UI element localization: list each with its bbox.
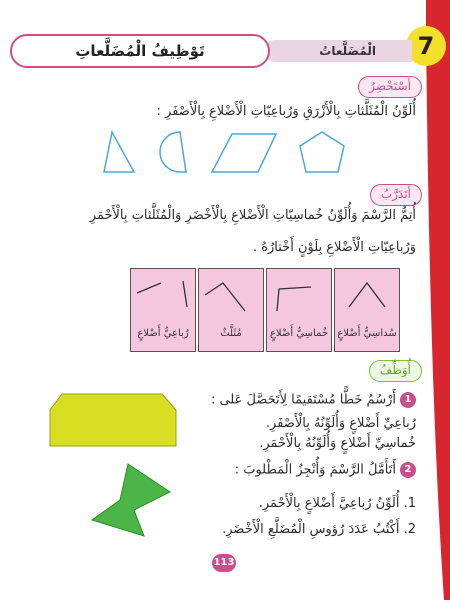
shapes-row [100, 128, 360, 178]
card-hexagon [334, 268, 400, 352]
card-label: مُثَلَّثٌ [220, 328, 242, 339]
side-ribbon [422, 0, 450, 600]
page-header [10, 34, 412, 68]
unit-number-badge: 7 [406, 26, 446, 66]
page-title: تَوْظِيفُ الْمُضَلَّعاتِ [10, 34, 270, 68]
card-pentagon [266, 268, 332, 352]
pentagon-shape [300, 132, 344, 172]
item-number-badge: 1 [400, 392, 416, 408]
parallelogram-shape [212, 134, 276, 172]
apply-item-1-text: أَرْسُمُ خَطًّا مُسْتَقيمًا لِأَتَحَصَّلَ عَلى : [210, 392, 396, 408]
drawing-cards [98, 268, 400, 352]
card-label: خُماسِيُّ أَضْلاعٍ [269, 328, 329, 339]
practice-line-2: وَرُباعِيّاتِ الْأَضْلاعِ بِلَوْنٍ أَخْتارُهُ . [252, 240, 416, 255]
card-label: رُباعِيُّ أَضْلاعٍ [137, 328, 189, 339]
apply-label: أُوَظِّفُ [369, 360, 422, 382]
card-label: سُداسِيُّ أَضْلاعٍ [337, 328, 397, 339]
apply-item-2-line-2: 2. أَكْتُبُ عَدَدَ رُؤوسِ الْمُضَلَّعِ الْأَخْضَرِ. [222, 522, 416, 537]
practice-label: أَتَدَرَّبُ [370, 184, 422, 206]
triangle-shape [104, 132, 134, 172]
chapter-tab: الْمُضَلَّعاتُ [264, 40, 412, 62]
apply-item-1-line-2: خُماسِيِّ أَضْلاعٍ وَأُلَوِّنُهُ بِالْأَحْمَرِ. [259, 436, 416, 451]
recall-instruction: أُلَوِّنُ الْمُثَلَّثاتِ بِالْأَزْرَقِ وَرُباعِيّاتِ الْأَضْلاعِ بِالْأَصْفَرِ : [156, 104, 416, 119]
card-triangle [198, 268, 264, 352]
apply-item-2-line-1: 1. أُلَوِّنُ رُباعِيَّ أَضْلاعٍ بِالْأَحْمَرِ. [258, 496, 416, 511]
apply-item-2 [235, 462, 416, 478]
apply-item-2-text: أَتَأَمَّلُ الرَّسْمَ وَأُنْجِزُ الْمَطْلوبَ : [234, 462, 396, 478]
apply-item-1 [211, 392, 416, 408]
page-number: 113 [212, 554, 236, 572]
card-quadrilateral [130, 268, 196, 352]
green-polygon [90, 462, 172, 538]
yellow-polygon [48, 392, 178, 448]
apply-item-1-line-1: رُباعِيِّ أَضْلاعٍ وَأُلَوِّنُهُ بِالْأَصْفَرِ. [265, 416, 416, 431]
semicircle-shape [160, 132, 186, 172]
practice-line-1: أُتِمُّ الرَّسْمَ وَأُلَوِّنُ خُماسِيّاتِ الْأَضْلاعِ بِالْأَخْضَرِ وَالْمُثَلَّثاتِ بِالْأَحْمَرِ [89, 208, 416, 223]
item-number-badge: 2 [400, 462, 416, 478]
recall-label: أَسْتَحْضِرُ [358, 76, 422, 98]
